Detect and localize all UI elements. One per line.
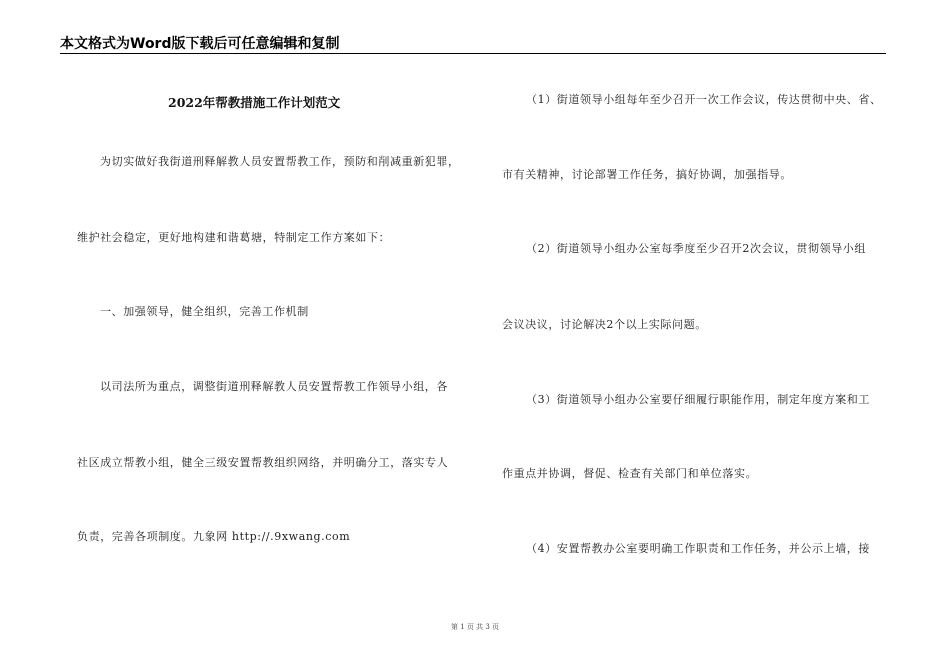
paragraph-line: 负责，完善各项制度。九象网 http://.9xwang.com [77, 530, 351, 543]
download-notice-banner: 本文格式为Word版下载后可任意编辑和复制 [60, 36, 340, 52]
paragraph-line: 会议决议，讨论解决2个以上实际问题。 [502, 318, 707, 331]
paragraph-line: 作重点并协调，督促、检查有关部门和单位落实。 [502, 467, 758, 480]
paragraph-line: 市有关精神，讨论部署工作任务，搞好协调，加强指导。 [502, 168, 792, 181]
paragraph-line: 以司法所为重点，调整街道刑释解教人员安置帮教工作领导小组，各 [100, 380, 448, 393]
paragraph-line: 维护社会稳定，更好地构建和谐葛塘，特制定工作方案如下： [77, 231, 391, 244]
paragraph-line: （1）街道领导小组每年至少召开一次工作会议，传达贯彻中央、省、 [526, 93, 882, 106]
paragraph-line: （3）街道领导小组办公室要仔细履行职能作用，制定年度方案和工 [526, 393, 870, 406]
paragraph-line: 社区成立帮教小组，健全三级安置帮教组织网络，并明确分工，落实专人 [77, 456, 449, 469]
header-divider [60, 53, 886, 54]
section-heading: 一、加强领导，健全组织，完善工作机制 [100, 305, 309, 318]
document-title: 2022年帮教措施工作计划范文 [168, 95, 341, 110]
paragraph-line: （2）街道领导小组办公室每季度至少召开2次会议，贯彻领导小组 [526, 242, 866, 255]
page-number: 第 1 页 共 3 页 [450, 623, 500, 631]
paragraph-line: （4）安置帮教办公室要明确工作职责和工作任务，并公示上墙，接 [526, 542, 870, 555]
paragraph-line: 为切实做好我街道刑释解教人员安置帮教工作，预防和削减重新犯罪， [100, 155, 460, 168]
